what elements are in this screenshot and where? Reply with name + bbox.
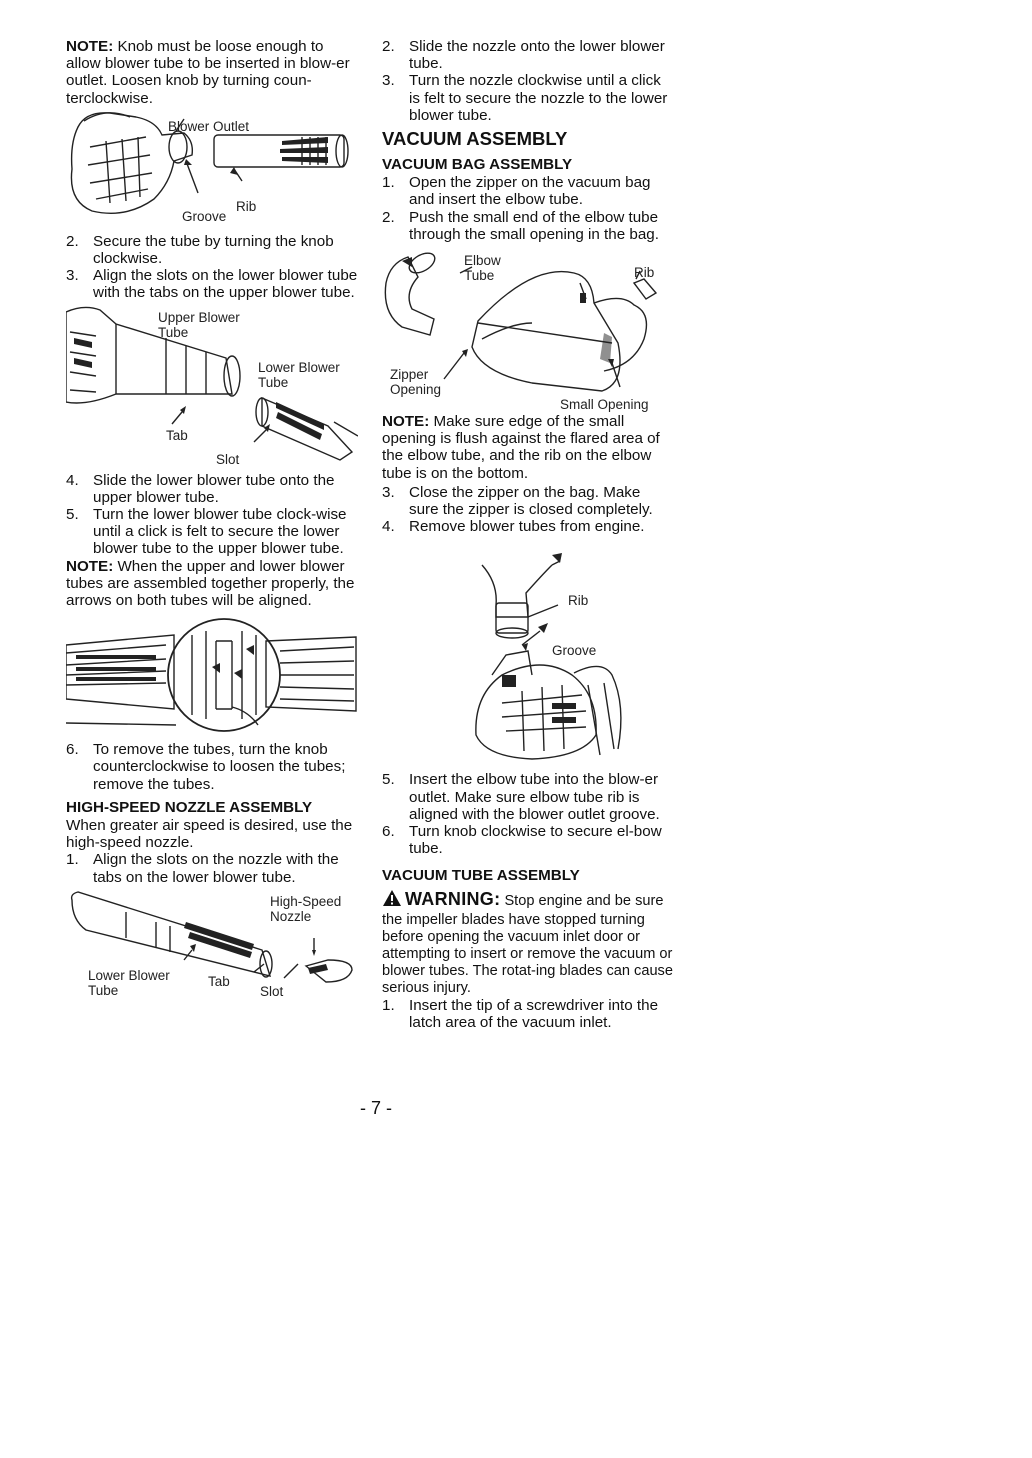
step-text: To remove the tubes, turn the knob counterclockwise to loosen the tubes; remove the tubes. [93,741,346,793]
list-item [382,174,674,208]
step-number: 3. [382,72,395,90]
figure-tubes-aligned [66,615,358,737]
list-item [382,518,674,535]
heading-vacuum-tube-assembly: VACUUM TUBE ASSEMBLY [382,867,580,885]
list-item [382,484,674,518]
label-rib: Rib [568,593,589,609]
label-slot: Slot [216,451,240,467]
note-label: NOTE: [382,413,430,431]
step-text: Open the zipper on the vacuum bag and insert the elbow tube. [409,174,651,209]
step-number: 4. [382,518,395,536]
label-tab: Tab [208,973,230,989]
label-groove: Groove [182,208,227,224]
label-groove: Groove [552,643,597,659]
heading-vacuum-assembly: VACUUM ASSEMBLY [382,128,568,150]
steps-remove-tubes [66,741,358,793]
step-text: Turn the nozzle clockwise until a click is felt to secure the nozzle to the lower blower tube. [409,72,668,124]
list-item [382,38,674,72]
right-column [382,38,674,1031]
steps-vacuum-tube [382,997,674,1031]
label-slot: Slot [260,983,284,999]
step-number: 1. [382,174,395,192]
step-number: 2. [382,208,395,226]
heading-high-speed-nozzle: HIGH-SPEED NOZZLE ASSEMBLY [66,798,313,816]
steps-slide-turn [66,472,358,558]
steps-high-speed [66,851,358,885]
elbow-outlet-illustration [382,535,674,769]
steps-secure-align [66,233,358,302]
step-text: Slide the lower blower tube onto the upper blower tube. [93,471,335,506]
label-small-opening: Small Opening [560,397,649,413]
figure-high-speed-nozzle [66,890,358,1006]
figure-elbow-into-outlet [382,535,674,769]
step-text: Insert the tip of a screwdriver into the latch area of the vacuum inlet. [409,996,659,1031]
step-text: Close the zipper on the bag. Make sure the zipper is closed completely. [409,483,653,519]
step-text: Remove blower tubes from engine. [409,518,645,536]
warning-label: WARNING: [405,888,501,909]
label-high-speed-nozzle: High-Speed Nozzle [270,893,342,924]
step-number: 2. [382,38,395,55]
step-number: 6. [382,823,395,841]
steps-vacuum-bag [382,174,674,243]
figure-upper-lower-tube [66,302,358,470]
step-text: Insert the elbow tube into the blow-er outlet. Make sure elbow tube rib is aligned with the blower outlet groove. [409,771,660,823]
note-text: Knob must be loose enough to allow blower tube to be inserted in blow-er outlet. Loosen knob by turning coun-terclockwise. [66,38,350,107]
step-number: 3. [382,483,395,501]
step-number: 1. [382,996,395,1014]
steps-insert-elbow [382,771,674,857]
figure-vacuum-bag [382,243,674,413]
label-upper-blower-tube: Upper Blower Tube [158,309,240,340]
note-label: NOTE: [66,557,114,575]
list-item [382,209,674,243]
step-text: Align the slots on the lower blower tube with the tabs on the upper blower tube. [93,267,358,302]
list-item [382,997,674,1031]
list-item [66,851,358,885]
step-number: 5. [66,506,79,524]
list-item [382,771,674,823]
steps-slide-nozzle [382,38,674,124]
warning-text: Stop engine and be sure the impeller blades have stopped turning before opening the vacuum inlet door or attempting to insert or remove the vacuum or blower tubes. The rotat-ing blades can cause serious injury. [382,892,673,996]
step-text: Align the slots on the nozzle with the tabs on the lower blower tube. [93,851,339,886]
label-lower-blower-tube: Lower Blower Tube [88,967,170,998]
list-item [66,472,358,506]
page-number: - 7 - [360,1098,393,1118]
step-text: Secure the tube by turning the knob clockwise. [93,232,334,268]
step-number: 4. [66,471,79,489]
warning-triangle-icon [382,889,402,912]
step-text: Turn the lower blower tube clock-wise until a click is felt to secure the lower blower tube to the upper blower tube. [93,506,347,558]
label-rib: Rib [236,198,257,214]
note-label: NOTE: [66,38,114,55]
list-item [66,506,358,558]
warning-block [382,889,674,997]
step-number: 1. [66,851,79,869]
step-number: 5. [382,771,395,789]
list-item [382,72,674,124]
left-column [66,38,358,1006]
step-number: 6. [66,741,79,759]
label-tab: Tab [166,427,188,443]
high-speed-intro: When greater air speed is desired, use the high-speed nozzle. [66,817,353,852]
figure-blower-outlet [66,107,358,225]
label-elbow-tube: Elbow Tube [464,253,501,284]
step-number: 3. [66,267,79,285]
step-text: Turn knob clockwise to secure el-bow tube. [409,823,662,858]
note-text: When the upper and lower blower tubes are assembled together properly, the arrows on both tubes will be aligned. [66,557,355,610]
label-rib: Rib [634,265,655,281]
label-zipper-opening: Zipper Opening [390,367,442,398]
list-item [66,267,358,301]
list-item [66,233,358,267]
tubes-aligned-illustration [66,615,358,737]
step-text: Push the small end of the elbow tube through the small opening in the bag. [409,208,659,243]
note-text: Make sure edge of the small opening is flush against the flared area of the elbow tube, and the rib on the elbow tube is on the bottom. [382,413,660,482]
steps-close-remove [382,484,674,536]
step-number: 2. [66,232,79,250]
label-blower-outlet: Blower Outlet [168,118,250,134]
note-small-opening [382,413,674,482]
list-item [382,823,674,857]
heading-vacuum-bag-assembly: VACUUM BAG ASSEMBLY [382,156,573,174]
list-item [66,741,358,793]
label-lower-blower-tube: Lower Blower Tube [258,359,340,390]
note-knob-loose [66,38,358,107]
step-text: Slide the nozzle onto the lower blower tube. [409,38,665,73]
note-arrows-aligned [66,558,358,610]
